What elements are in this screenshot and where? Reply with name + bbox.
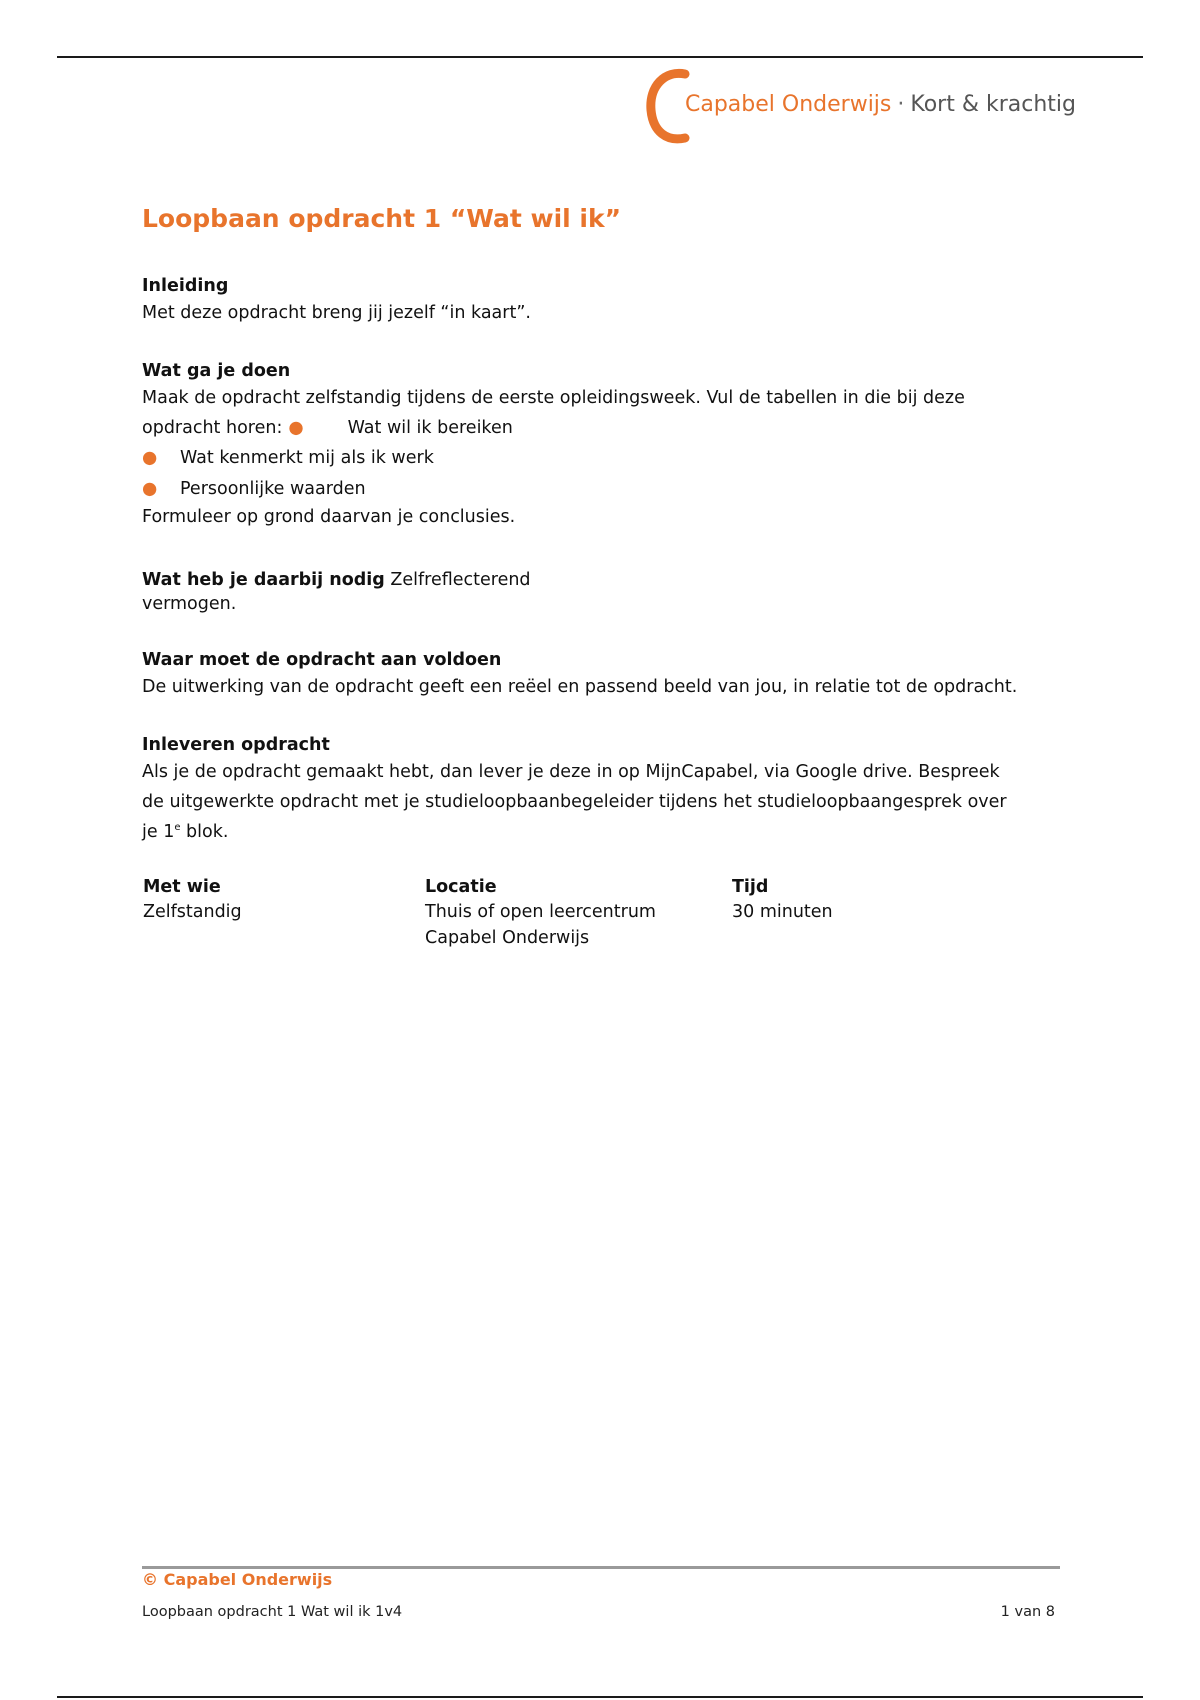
submit-line1: Als je de opdracht gemaakt hebt, dan lever je deze in op MijnCapabel, via Google drive. Bespreek bbox=[142, 762, 1000, 782]
section-needs bbox=[142, 567, 1062, 615]
info-with-value: Zelfstandig bbox=[143, 902, 242, 922]
info-col-location bbox=[425, 875, 656, 951]
section-todo bbox=[142, 359, 1062, 529]
todo-text-line2-row bbox=[142, 413, 1062, 443]
bullet-icon: ● bbox=[142, 448, 158, 468]
submit-line3-post: blok. bbox=[180, 822, 229, 842]
todo-closing: Formuleer op grond daarvan je conclusies. bbox=[142, 507, 516, 527]
footer-page-number: 1 van 8 bbox=[1000, 1604, 1055, 1620]
footer-rule bbox=[142, 1566, 1060, 1569]
needs-text-inline: Zelfreflecterend bbox=[390, 570, 531, 590]
submit-heading: Inleveren opdracht bbox=[142, 735, 330, 755]
todo-bullet-2: Wat kenmerkt mij als ik werk bbox=[180, 448, 434, 468]
logo-brand: Capabel Onderwijs bbox=[685, 92, 892, 117]
info-location-line2: Capabel Onderwijs bbox=[425, 928, 590, 948]
info-location-heading: Locatie bbox=[425, 877, 497, 897]
logo-tagline: Kort & krachtig bbox=[910, 92, 1077, 117]
footer-copyright: © Capabel Onderwijs bbox=[142, 1570, 333, 1589]
info-time-heading: Tijd bbox=[732, 877, 769, 897]
todo-heading: Wat ga je doen bbox=[142, 361, 291, 381]
needs-line1 bbox=[142, 567, 1062, 593]
info-with-heading: Met wie bbox=[143, 877, 221, 897]
submit-line3-pre: je 1 bbox=[142, 822, 175, 842]
section-requirements bbox=[142, 648, 1062, 702]
bullet-icon: ● bbox=[288, 418, 304, 438]
capabel-logo bbox=[645, 66, 1077, 146]
list-item bbox=[142, 474, 1062, 505]
submit-line2: de uitgewerkte opdracht met je studieloopbaanbegeleider tijdens het studieloopbaangesprek over bbox=[142, 792, 1007, 812]
requirements-heading: Waar moet de opdracht aan voldoen bbox=[142, 650, 502, 670]
logo-separator: · bbox=[897, 92, 905, 117]
submit-line3 bbox=[142, 817, 1062, 847]
section-submit bbox=[142, 733, 1062, 847]
todo-bullet-1: Wat wil ik bereiken bbox=[347, 418, 513, 438]
bottom-rule bbox=[57, 1696, 1143, 1698]
info-location-line1: Thuis of open leercentrum bbox=[425, 902, 656, 922]
logo-text bbox=[685, 92, 1076, 117]
needs-heading: Wat heb je daarbij nodig bbox=[142, 570, 385, 590]
info-col-time bbox=[732, 875, 833, 925]
top-rule bbox=[57, 56, 1143, 58]
section-intro bbox=[142, 274, 1062, 328]
needs-text-line2: vermogen. bbox=[142, 594, 237, 614]
footer-doc-name: Loopbaan opdracht 1 Wat wil ik 1v4 bbox=[142, 1604, 403, 1620]
todo-bullet-3: Persoonlijke waarden bbox=[180, 479, 366, 499]
todo-text-line2: opdracht horen: bbox=[142, 418, 283, 438]
info-time-value: 30 minuten bbox=[732, 902, 833, 922]
requirements-text: De uitwerking van de opdracht geeft een reëel en passend beeld van jou, in relatie tot de opdracht. bbox=[142, 677, 1018, 697]
info-col-with bbox=[143, 875, 242, 925]
list-item bbox=[142, 443, 1062, 474]
intro-text: Met deze opdracht breng jij jezelf “in kaart”. bbox=[142, 303, 531, 323]
document-title: Loopbaan opdracht 1 “Wat wil ik” bbox=[142, 204, 622, 233]
todo-text-line1: Maak de opdracht zelfstandig tijdens de eerste opleidingsweek. Vul de tabellen in die bij deze bbox=[142, 388, 965, 408]
intro-heading: Inleiding bbox=[142, 276, 229, 296]
submit-line3-sup: e bbox=[174, 822, 181, 834]
bullet-icon: ● bbox=[142, 479, 158, 499]
